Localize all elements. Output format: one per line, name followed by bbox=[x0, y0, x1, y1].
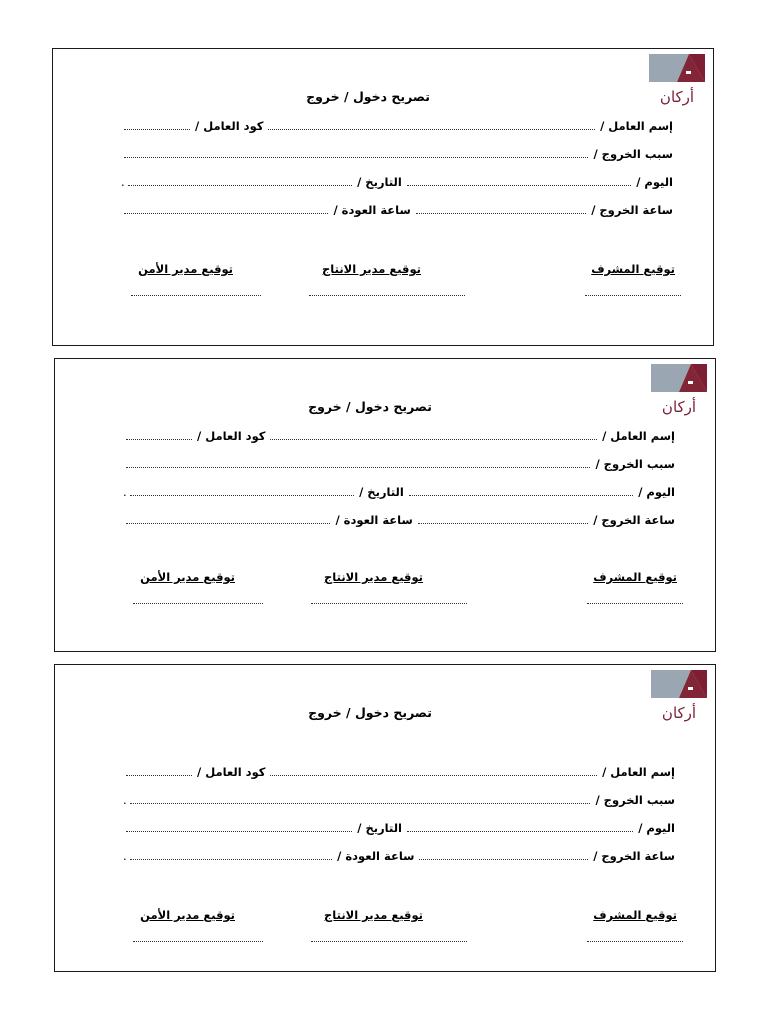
svg-text:أركان: أركان bbox=[661, 398, 697, 416]
security-manager-signature-line bbox=[131, 292, 261, 296]
production-manager-signature-label: توقيع مدير الانتاج bbox=[324, 570, 423, 584]
row-end-mark: . bbox=[123, 793, 127, 807]
row-end-mark: . bbox=[121, 175, 125, 189]
exit-reason-label: سبب الخروج / bbox=[593, 147, 673, 161]
time-row bbox=[123, 511, 677, 527]
worker-row bbox=[121, 117, 675, 133]
day-date-row bbox=[123, 819, 677, 835]
security-manager-signature-label: توقيع مدير الأمن bbox=[140, 908, 235, 922]
production-manager-signature-line bbox=[311, 938, 467, 942]
production-manager-signature-line bbox=[309, 292, 465, 296]
day-date-row bbox=[123, 483, 677, 499]
worker-name-line bbox=[270, 772, 597, 776]
security-manager-signature bbox=[140, 904, 235, 923]
worker-code-label: كود العامل / bbox=[197, 429, 266, 443]
svg-text:أركان: أركان bbox=[661, 704, 697, 722]
security-manager-signature-line bbox=[133, 938, 263, 942]
exit-reason-line bbox=[124, 154, 588, 158]
exit-time-line bbox=[418, 520, 588, 524]
day-date-row bbox=[121, 173, 675, 189]
security-manager-signature bbox=[138, 258, 233, 277]
day-label: اليوم / bbox=[638, 821, 675, 835]
exit-reason-row bbox=[121, 145, 675, 161]
security-manager-signature-line bbox=[133, 600, 263, 604]
worker-name-line bbox=[270, 436, 597, 440]
time-row bbox=[121, 201, 675, 217]
permit-card bbox=[54, 358, 716, 652]
exit-reason-line bbox=[126, 464, 590, 468]
supervisor-signature-line bbox=[587, 600, 683, 604]
time-row bbox=[123, 847, 677, 863]
supervisor-signature bbox=[591, 258, 675, 277]
worker-name-label: إسم العامل / bbox=[602, 765, 675, 779]
exit-reason-label: سبب الخروج / bbox=[595, 457, 675, 471]
permit-card bbox=[52, 48, 714, 346]
return-time-label: ساعة العودة / bbox=[337, 849, 415, 863]
permit-title: تصريح دخول / خروج bbox=[306, 89, 430, 104]
worker-name-label: إسم العامل / bbox=[600, 119, 673, 133]
worker-code-label: كود العامل / bbox=[197, 765, 266, 779]
date-line bbox=[130, 492, 354, 496]
day-line bbox=[407, 828, 633, 832]
supervisor-signature bbox=[593, 566, 677, 585]
arkan-logo bbox=[651, 364, 707, 416]
return-time-line bbox=[130, 856, 332, 860]
worker-name-label: إسم العامل / bbox=[602, 429, 675, 443]
exit-reason-row bbox=[123, 455, 677, 471]
permit-title: تصريح دخول / خروج bbox=[308, 705, 432, 720]
worker-row bbox=[123, 427, 677, 443]
supervisor-signature-line bbox=[587, 938, 683, 942]
permit-card bbox=[54, 664, 716, 972]
worker-name-line bbox=[268, 126, 595, 130]
supervisor-signature-label: توقيع المشرف bbox=[593, 570, 677, 584]
return-time-label: ساعة العودة / bbox=[335, 513, 413, 527]
worker-code-line bbox=[126, 436, 192, 440]
worker-code-label: كود العامل / bbox=[195, 119, 264, 133]
return-time-line bbox=[126, 520, 330, 524]
exit-reason-label: سبب الخروج / bbox=[595, 793, 675, 807]
return-time-line bbox=[124, 210, 328, 214]
production-manager-signature-label: توقيع مدير الانتاج bbox=[324, 908, 423, 922]
svg-text:أركان: أركان bbox=[659, 88, 695, 106]
production-manager-signature bbox=[324, 904, 423, 923]
exit-time-line bbox=[416, 210, 586, 214]
day-label: اليوم / bbox=[636, 175, 673, 189]
day-line bbox=[409, 492, 633, 496]
production-manager-signature-label: توقيع مدير الانتاج bbox=[322, 262, 421, 276]
exit-time-label: ساعة الخروج / bbox=[591, 203, 673, 217]
production-manager-signature bbox=[324, 566, 423, 585]
row-end-mark: . bbox=[123, 485, 127, 499]
worker-row bbox=[123, 763, 677, 779]
permit-title: تصريح دخول / خروج bbox=[308, 399, 432, 414]
exit-time-label: ساعة الخروج / bbox=[593, 513, 675, 527]
production-manager-signature-line bbox=[311, 600, 467, 604]
row-end-mark: . bbox=[123, 849, 127, 863]
arkan-logo bbox=[649, 54, 705, 106]
security-manager-signature-label: توقيع مدير الأمن bbox=[140, 570, 235, 584]
security-manager-signature-label: توقيع مدير الأمن bbox=[138, 262, 233, 276]
supervisor-signature bbox=[593, 904, 677, 923]
day-line bbox=[407, 182, 631, 186]
supervisor-signature-line bbox=[585, 292, 681, 296]
security-manager-signature bbox=[140, 566, 235, 585]
date-label: التاريخ / bbox=[357, 821, 402, 835]
supervisor-signature-label: توقيع المشرف bbox=[593, 908, 677, 922]
date-label: التاريخ / bbox=[357, 175, 402, 189]
arkan-logo bbox=[651, 670, 707, 722]
date-label: التاريخ / bbox=[359, 485, 404, 499]
day-label: اليوم / bbox=[638, 485, 675, 499]
supervisor-signature-label: توقيع المشرف bbox=[591, 262, 675, 276]
exit-time-line bbox=[419, 856, 588, 860]
worker-code-line bbox=[124, 126, 190, 130]
exit-reason-line bbox=[130, 800, 591, 804]
date-line bbox=[126, 828, 352, 832]
date-line bbox=[128, 182, 352, 186]
worker-code-line bbox=[126, 772, 192, 776]
return-time-label: ساعة العودة / bbox=[333, 203, 411, 217]
exit-time-label: ساعة الخروج / bbox=[593, 849, 675, 863]
exit-reason-row bbox=[123, 791, 677, 807]
production-manager-signature bbox=[322, 258, 421, 277]
